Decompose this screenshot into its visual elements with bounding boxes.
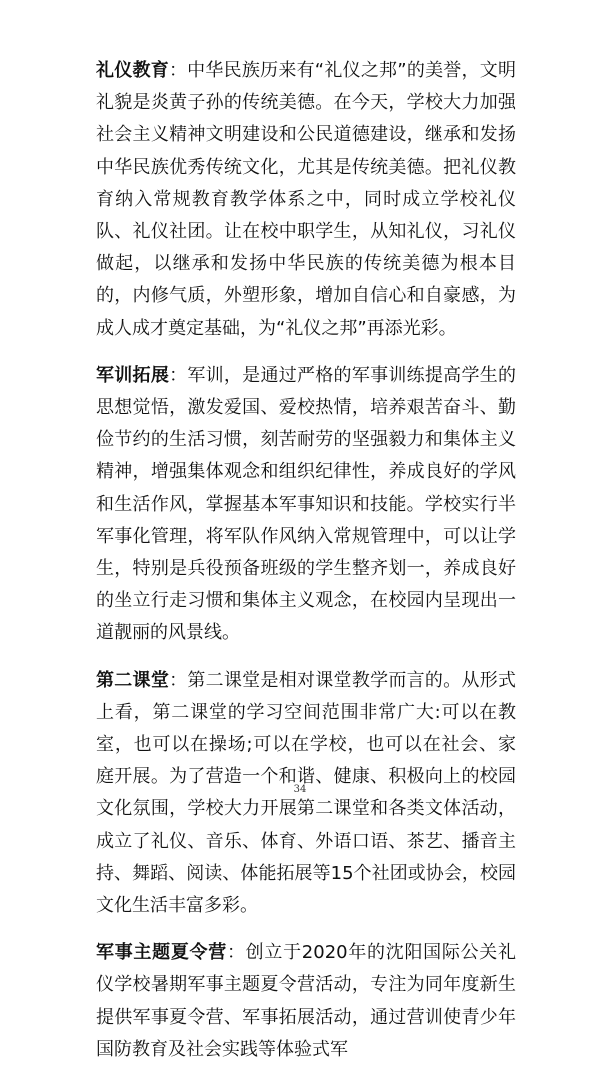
paragraph-text: ：第二课堂是相对课堂教学而言的。从形式上看，第二课堂的学习空间范围非常广大:可以在教室，也可以在操场;可以在学校，也可以在社会、家庭开展。为了营造一个和谐、健康、积极向上的校园文化氛围，学校大力开展第二课堂和各类文体活动，成立了礼仪、音乐、体育、外语口语、茶艺、播音主持、舞蹈、阅读、体能拓展等15个社团或协会，校园文化生活丰富多彩。 — [96, 669, 517, 917]
document-body — [96, 55, 516, 1081]
paragraph-etiquette-education — [96, 55, 516, 345]
paragraph-heading: 军事主题夏令营 — [96, 942, 227, 964]
paragraph-heading: 军训拓展 — [96, 364, 170, 386]
paragraph-text: ：军训，是通过严格的军事训练提高学生的思想觉悟，激发爱国、爱校热情，培养艰苦奋斗、勤俭节约的生活习惯，刻苦耐劳的坚强毅力和集体主义精神，增强集体观念和组织纪律性，养成良好的学风和生活作风，掌握基本军事知识和技能。学校实行半军事化管理，将军队作风纳入常规管理中，可以让学生，特别是兵役预备班级的学生整齐划一，养成良好的坐立行走习惯和集体主义观念，在校园内呈现出一道靓丽的风景线。 — [96, 364, 517, 644]
paragraph-heading: 礼仪教育 — [96, 60, 169, 81]
paragraph-military-summer-camp — [96, 937, 516, 1066]
page-number: 34 — [293, 784, 307, 795]
paragraph-heading: 第二课堂 — [96, 669, 170, 691]
paragraph-text: ：创立于2020年的沈阳国际公关礼仪学校暑期军事主题夏令营活动，专注为同年度新生提供军事夏令营、军事拓展活动，通过营训使青少年国防教育及社会实践等体验式军 — [96, 942, 516, 1060]
paragraph-military-training — [96, 360, 516, 650]
paragraph-text: ：中华民族历来有“礼仪之邦”的美誉，文明礼貌是炎黄子孙的传统美德。在今天，学校大力加强社会主义精神文明建设和公民道德建设，继承和发扬中华民族优秀传统文化，尤其是传统美德。把礼仪教育纳入常规教育教学体系之中，同时成立学校礼仪队、礼仪社团。让在校中职学生，从知礼仪，习礼仪做起，以继承和发扬中华民族的传统美德为根本目的，内修气质，外塑形象，增加自信心和自豪感，为成人成才奠定基础，为“礼仪之邦”再添光彩。 — [96, 60, 517, 339]
